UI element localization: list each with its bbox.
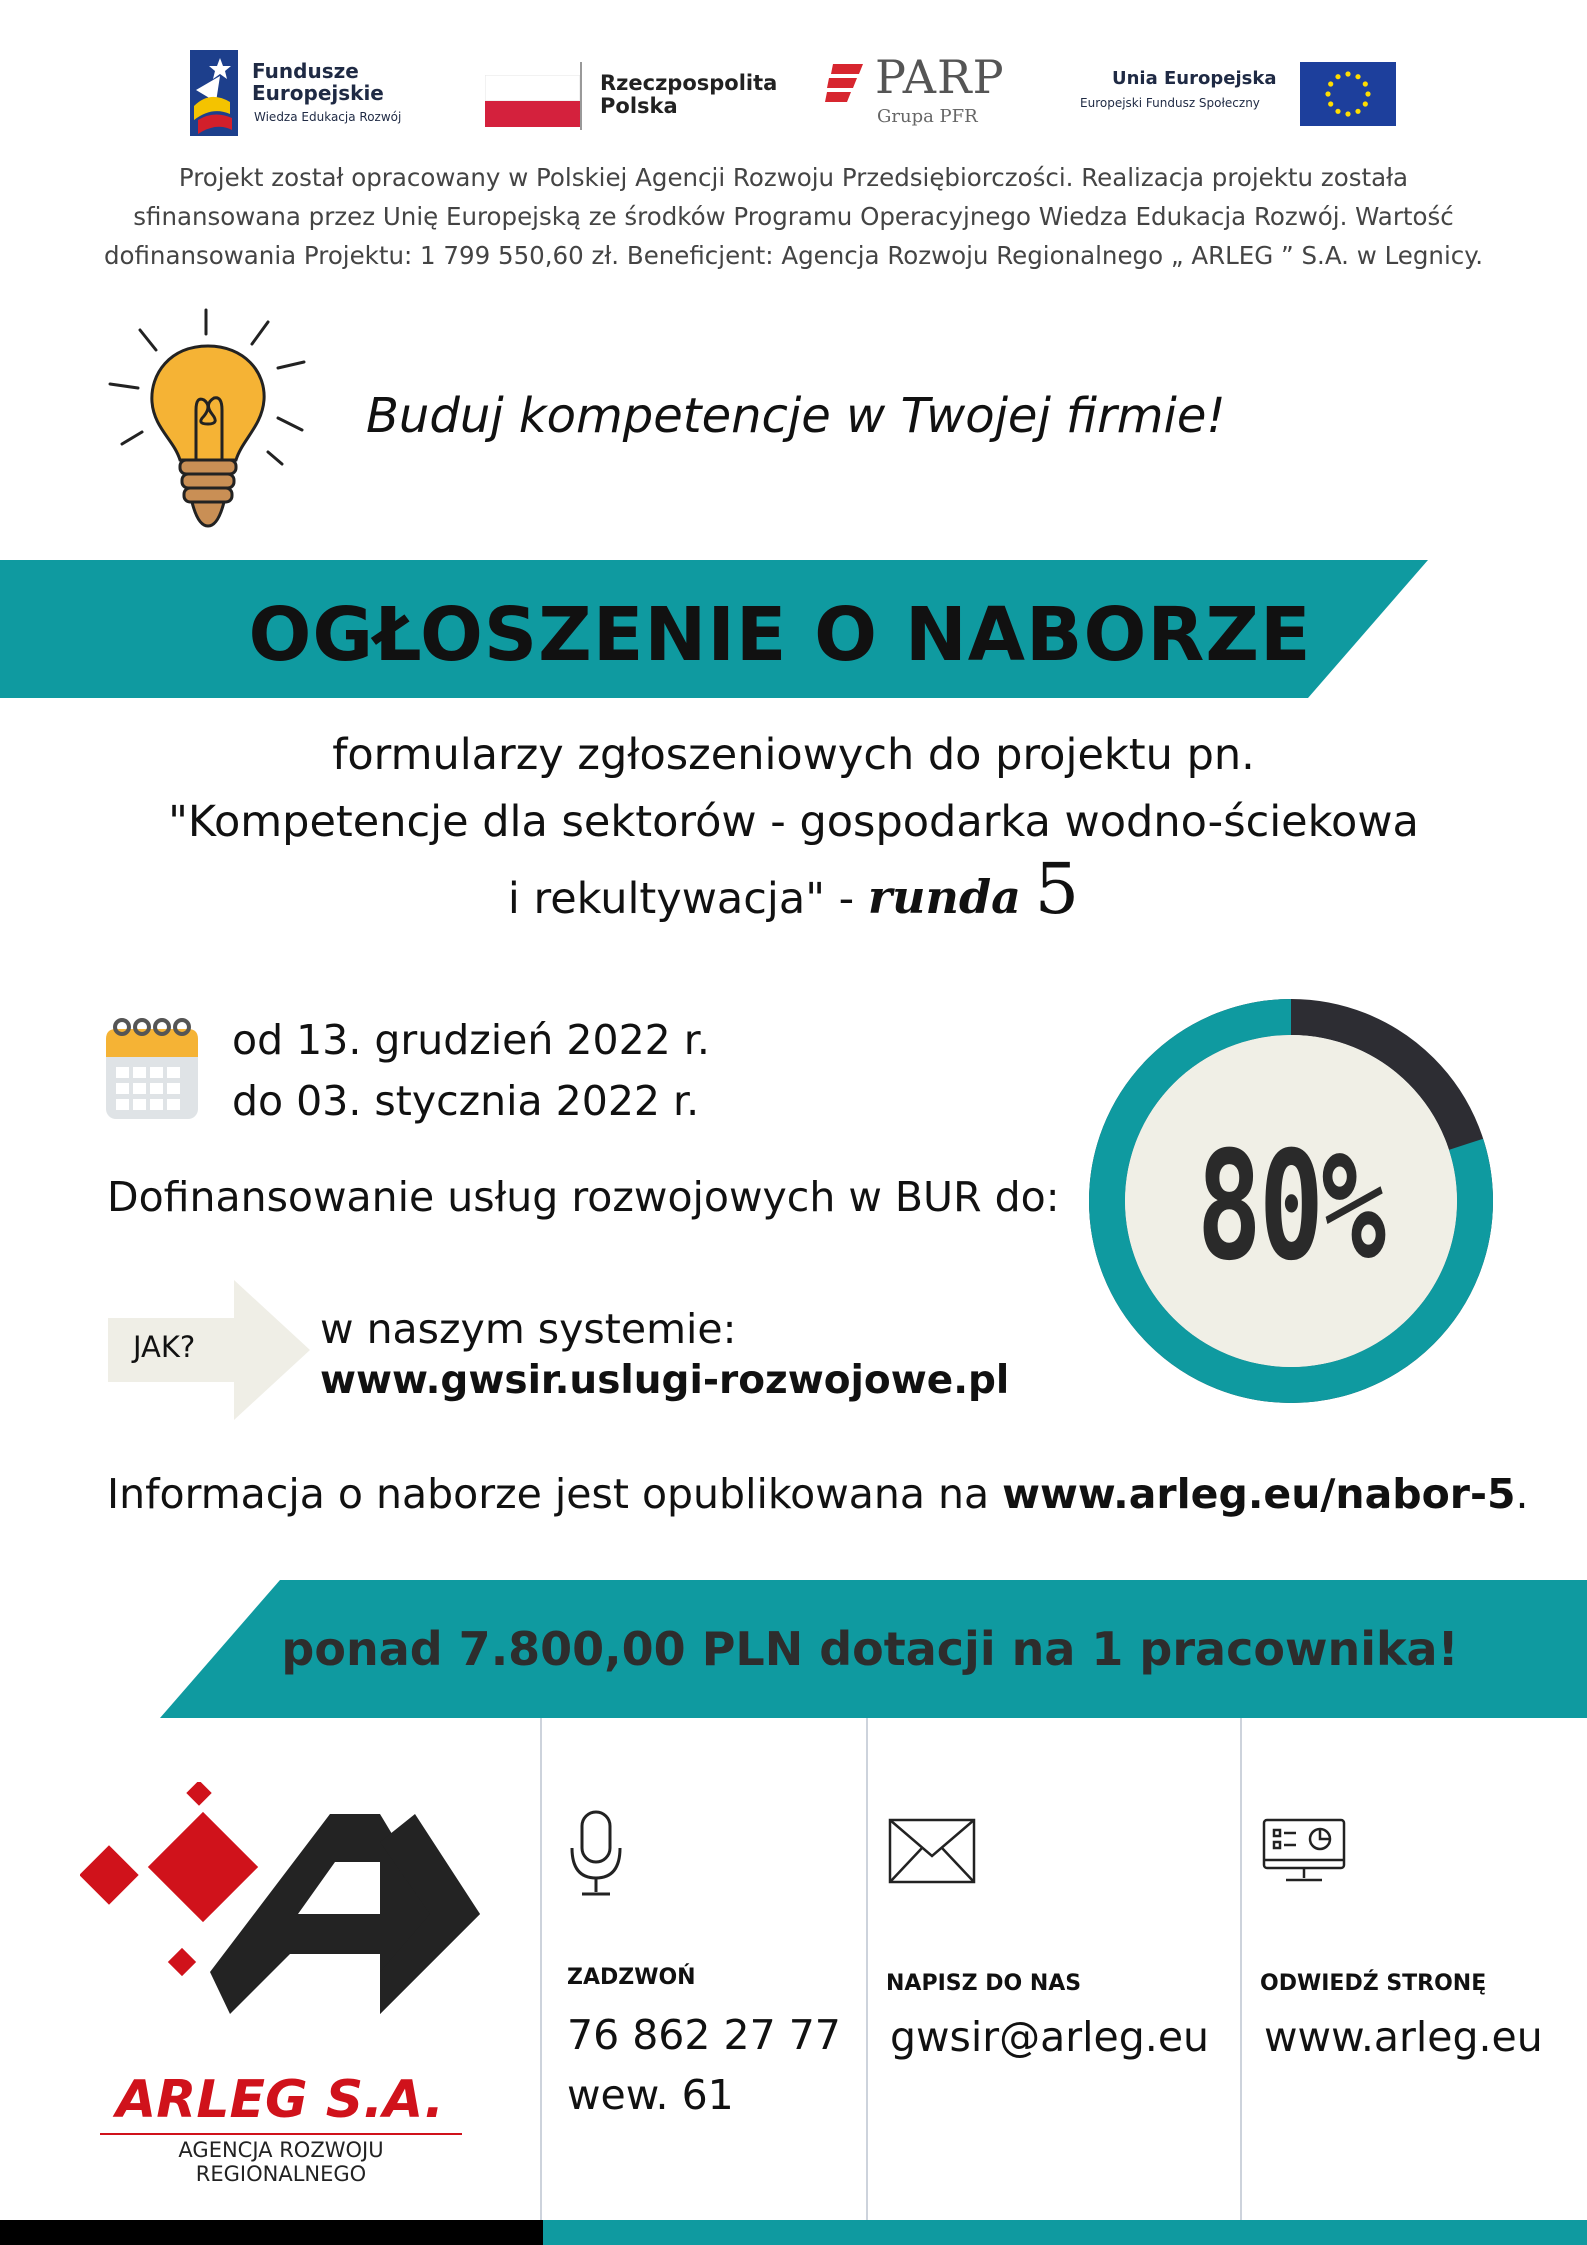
footer-divider-3 (1240, 1718, 1242, 2220)
parp-logo-icon (825, 62, 865, 104)
bottom-bar-teal (543, 2220, 1587, 2245)
subhead-line-2: "Kompetencje dla sektorów - gospodarka wodno-ściekowa (168, 797, 1419, 847)
round-word: runda (867, 870, 1021, 924)
logo-strip (0, 50, 1587, 140)
arleg-name: ARLEG S.A. (116, 2070, 444, 2130)
rp-line1: Rzeczpospolita (600, 71, 778, 95)
ue-sub: Europejski Fundusz Społeczny (1080, 96, 1260, 110)
lightbulb-icon (100, 300, 320, 540)
round-number: 5 (1034, 848, 1080, 930)
project-subhead (60, 722, 1527, 933)
ue-main: Unia Europejska (1112, 68, 1277, 89)
subhead-line-3-text: i rekultywacja" - (507, 874, 855, 924)
how-line: w naszym systemie: (320, 1305, 737, 1353)
mail-address[interactable]: gwsir@arleg.eu (890, 2013, 1210, 2061)
intro-line-1: Projekt został opracowany w Polskiej Agencji Rozwoju Przedsiębiorczości. Realizacja projektu została (178, 163, 1409, 192)
rp-line2: Polska (600, 94, 678, 118)
subhead-line-3 (60, 848, 1527, 933)
envelope-icon (888, 1818, 976, 1884)
info-link[interactable]: www.arleg.eu/nabor-5 (1002, 1470, 1516, 1518)
arleg-logo-icon (80, 1782, 490, 2032)
project-intro (90, 158, 1497, 275)
cofinancing-label: Dofinansowanie usług rozwojowych w BUR do: (107, 1173, 1060, 1221)
calendar-icon (106, 1015, 198, 1121)
polish-flag-icon (485, 75, 580, 127)
how-label: JAK? (133, 1330, 196, 1364)
rp-divider (580, 62, 582, 130)
mail-title: NAPISZ DO NAS (886, 1971, 1082, 1996)
fundusze-line1: Fundusze (252, 59, 359, 83)
web-address[interactable]: www.arleg.eu (1264, 2013, 1543, 2061)
promo-text: ponad 7.800,00 PLN dotacji na 1 pracownika! (281, 1622, 1459, 1676)
eu-flag-icon (1300, 62, 1396, 126)
footer-divider-2 (866, 1718, 868, 2220)
footer-divider-1 (540, 1718, 542, 2220)
date-from: od 13. grudzień 2022 r. (232, 1016, 710, 1064)
arleg-sub: AGENCJA ROZWOJU REGIONALNEGO (178, 2138, 384, 2186)
web-title: ODWIEDŹ STRONĘ (1260, 1971, 1487, 1996)
call-title: ZADZWOŃ (567, 1965, 696, 1990)
announcement-title: OGŁOSZENIE O NABORZE (248, 592, 1312, 678)
microphone-icon (568, 1808, 624, 1898)
slogan: Buduj kompetencje w Twojej firmie! (366, 388, 1226, 444)
system-url[interactable]: www.gwsir.uslugi-rozwojowe.pl (320, 1358, 1010, 1403)
fundusze-europejskie-logo-icon (190, 50, 238, 136)
date-to: do 03. stycznia 2022 r. (232, 1077, 700, 1125)
bottom-bar-dark (0, 2220, 543, 2245)
info-end: . (1515, 1470, 1529, 1518)
computer-monitor-icon (1262, 1818, 1346, 1886)
info-text: Informacja o naborze jest opublikowana na (107, 1470, 1003, 1518)
info-line (107, 1470, 1529, 1518)
call-extension: wew. 61 (567, 2071, 734, 2119)
arleg-rule (100, 2133, 462, 2135)
cofinancing-value: 80% (1196, 1120, 1384, 1294)
subhead-line-1: formularzy zgłoszeniowych do projektu pn. (332, 730, 1255, 780)
intro-line-2: sfinansowana przez Unię Europejską ze środków Programu Operacyjnego Wiedza Edukacja Rozwój. Wartość (133, 202, 1454, 231)
application-dates (232, 1010, 710, 1132)
call-phone[interactable]: 76 862 27 77 (567, 2011, 841, 2059)
fundusze-line2: Europejskie (252, 81, 384, 105)
fundusze-sub: Wiedza Edukacja Rozwój (254, 110, 402, 124)
parp-main: PARP (875, 50, 1005, 104)
parp-sub: Grupa PFR (877, 106, 978, 127)
intro-line-3: dofinansowania Projektu: 1 799 550,60 zł. Beneficjent: Agencja Rozwoju Regionalnego „ ARLEG ” S.A. w Legnicy. (103, 241, 1484, 270)
